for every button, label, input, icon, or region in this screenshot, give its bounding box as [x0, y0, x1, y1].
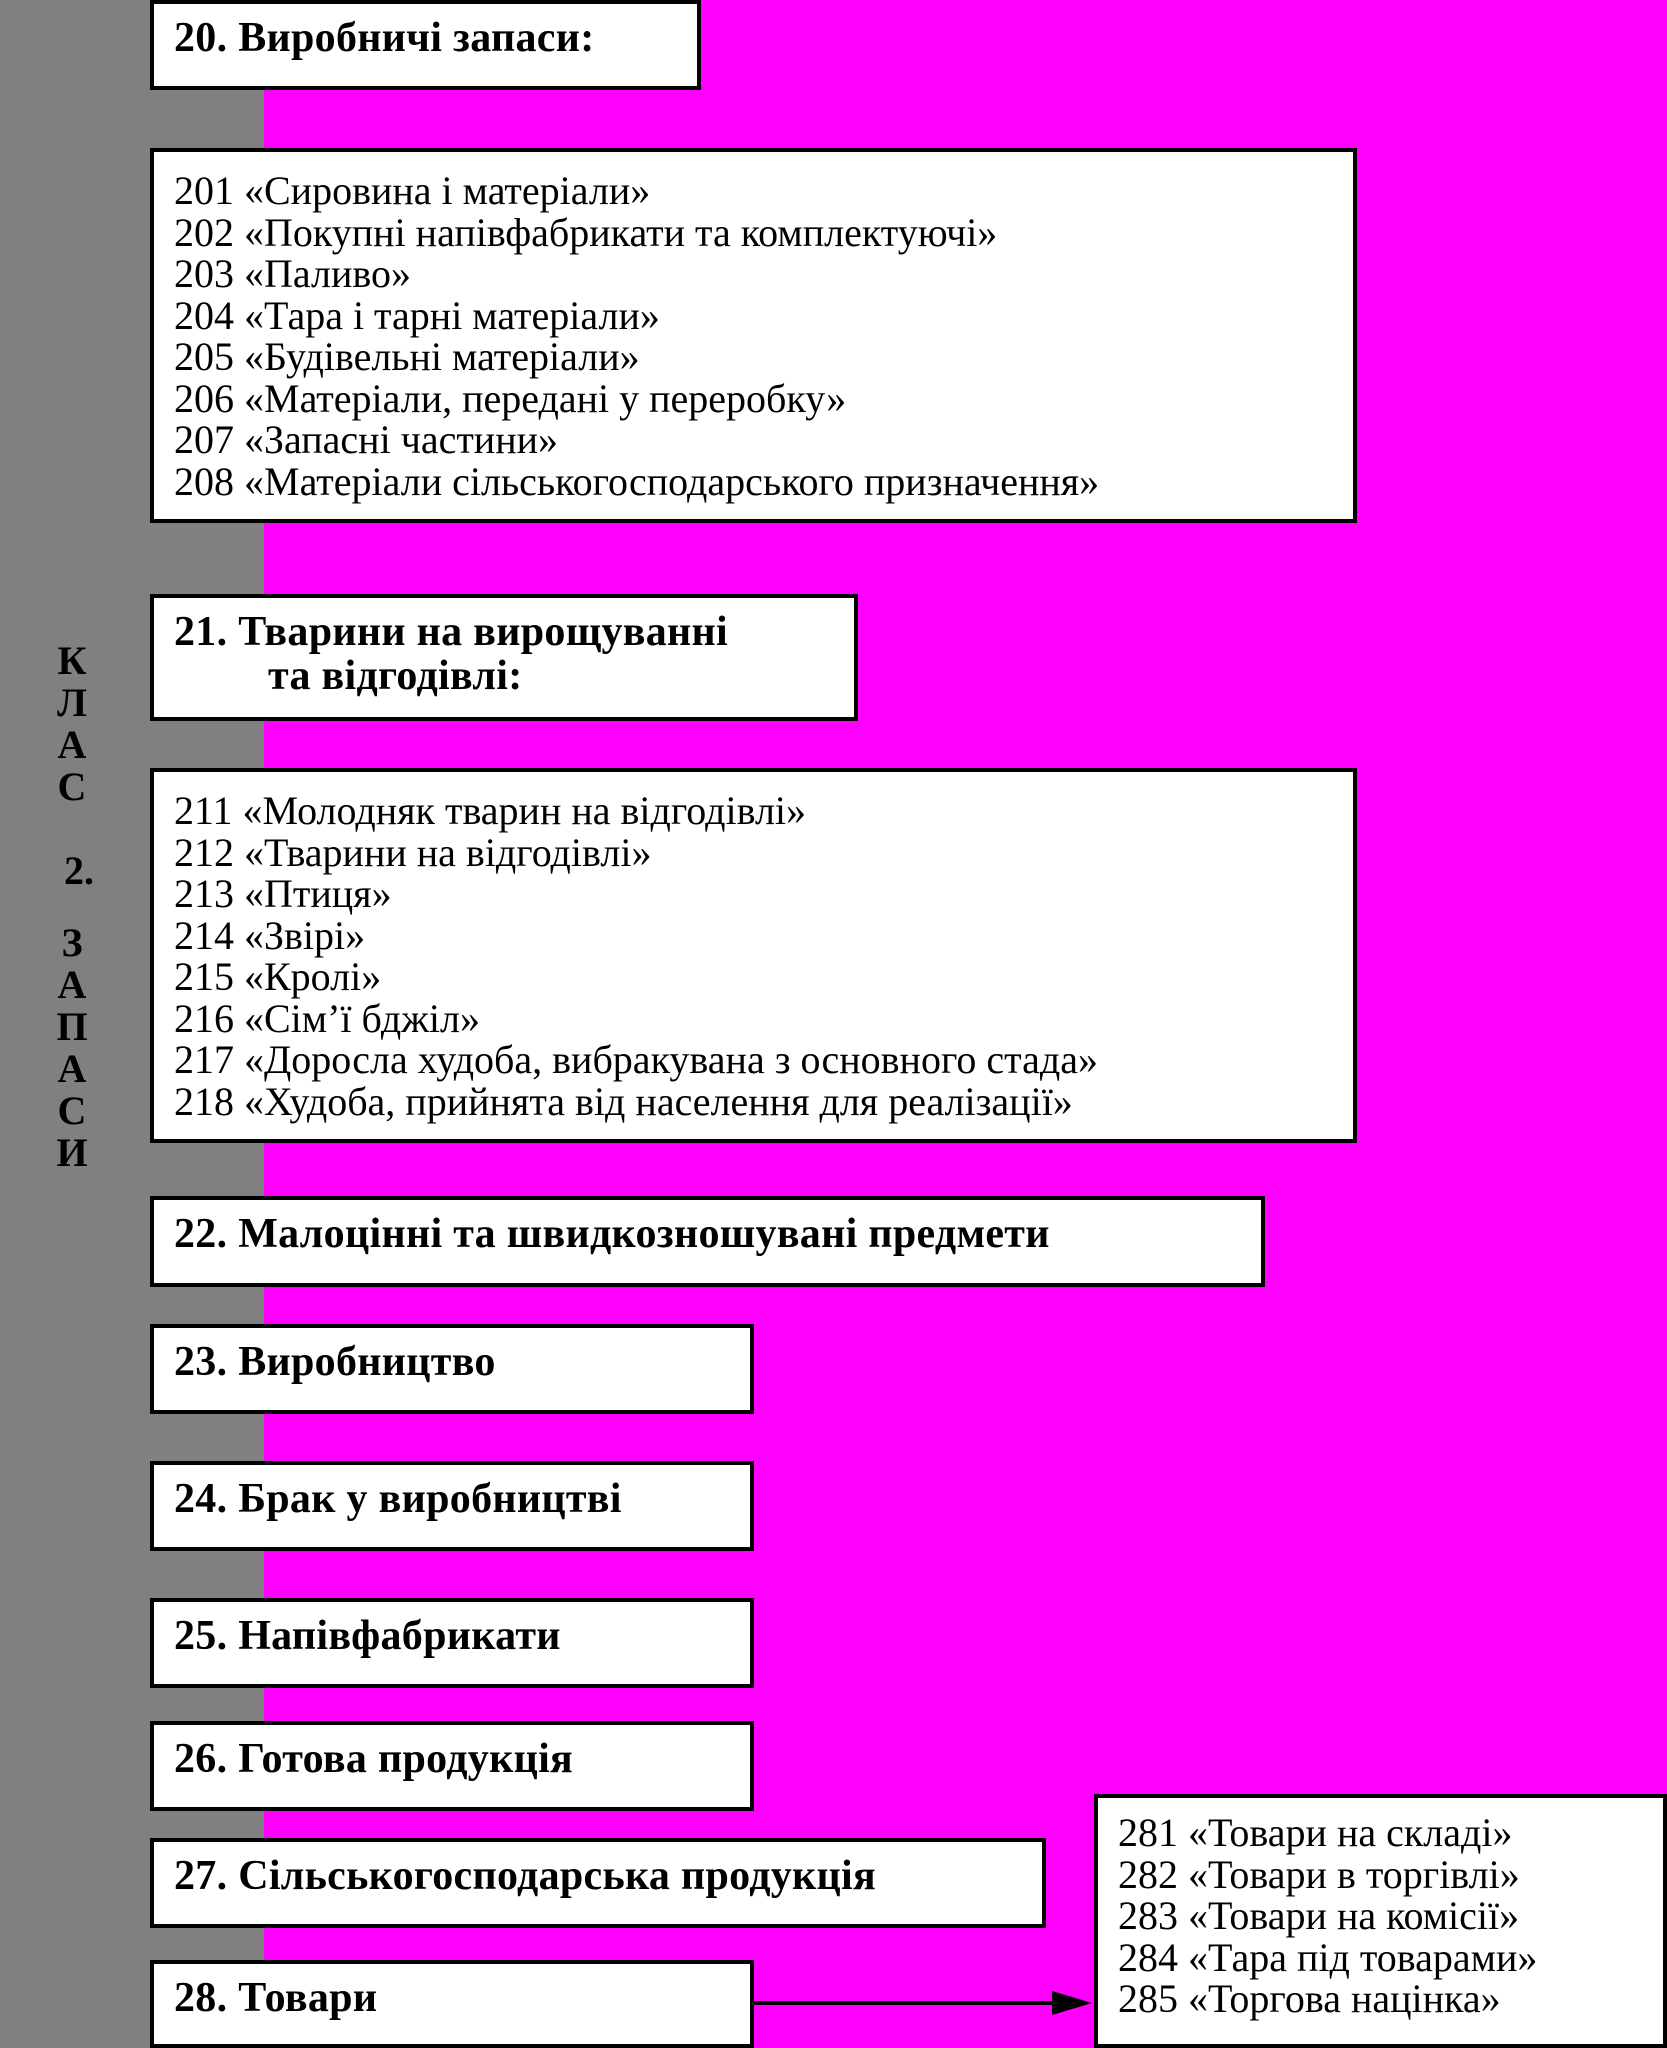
subaccount-item: 215 «Кролі»: [174, 954, 382, 999]
class-label-letter: З: [61, 920, 83, 965]
subaccount-item: 203 «Паливо»: [174, 251, 411, 296]
subaccount-item: 206 «Матеріали, передані у переробку»: [174, 375, 847, 421]
account-27-title: 27. Сільськогосподарська продукція: [174, 1853, 877, 1899]
class-label-gap: [44, 892, 100, 922]
subaccount-item: 214 «Звірі»: [174, 912, 366, 958]
account-21-subaccounts: [150, 768, 1357, 1143]
account-24-title: 24. Брак у виробництві: [174, 1476, 622, 1522]
subaccount-item: 284 «Тара під товарами»: [1118, 1934, 1538, 1980]
subaccount-item: 283 «Товари на комісії»: [1118, 1893, 1520, 1938]
subaccount-item: 217 «Доросла худоба, вибракувана з основного стада»: [174, 1037, 1098, 1082]
account-20-title: 20. Виробничі запаси:: [174, 15, 595, 61]
class-label-letter: С: [57, 764, 87, 809]
subaccount-item: 282 «Товари в торгівлі»: [1118, 1851, 1520, 1897]
class-label-letter: А: [57, 1046, 87, 1091]
subaccount-item: 207 «Запасні частини»: [174, 417, 559, 462]
account-25-title: 25. Напівфабрикати: [174, 1613, 561, 1659]
class-label-letter: А: [57, 722, 87, 767]
arrow-connector: [752, 1988, 1092, 2018]
account-22-header: [150, 1196, 1265, 1287]
account-27-header: [150, 1838, 1046, 1928]
subaccount-item: 205 «Будівельні матеріали»: [174, 334, 640, 379]
class-label-letter: К: [57, 638, 87, 683]
account-28-subaccounts: [1094, 1794, 1667, 2048]
account-21-title-line1: 21. Тварини на вирощуванні: [174, 609, 729, 655]
subaccount-item: 211 «Молодняк тварин на відгодівлі»: [174, 788, 807, 833]
account-24-header: [150, 1461, 754, 1551]
class-label-gap: [44, 808, 100, 850]
arrow-head: [1052, 1991, 1092, 2015]
account-22-title: 22. Малоцінні та швидкозношувані предмети: [174, 1211, 1050, 1257]
class-label: [44, 640, 100, 1174]
account-26-header: [150, 1721, 754, 1811]
subaccount-item: 281 «Товари на складі»: [1118, 1810, 1513, 1855]
class-label-number: 2.: [64, 848, 94, 893]
subaccount-item: 285 «Торгова націнка»: [1118, 1976, 1501, 2021]
class-label-letter: Л: [57, 680, 87, 725]
class-label-letter: А: [57, 962, 87, 1007]
subaccount-item: 208 «Матеріали сільськогосподарського призначення»: [174, 458, 1100, 504]
subaccount-item: 204 «Тара і тарні матеріали»: [174, 292, 660, 338]
account-20-header: [150, 0, 701, 90]
class-label-letter: С: [57, 1088, 87, 1133]
subaccount-item: 202 «Покупні напівфабрикати та комплектуючі»: [174, 209, 998, 255]
account-20-subaccounts: [150, 148, 1357, 523]
subaccount-item: 218 «Худоба, прийнята від населення для реалізації»: [174, 1078, 1073, 1124]
class-label-letter: И: [56, 1130, 88, 1175]
account-21-title-line2: та відгодівлі:: [268, 653, 523, 699]
class-label-letter: П: [56, 1004, 88, 1049]
account-23-title: 23. Виробництво: [174, 1339, 496, 1385]
account-21-header: [150, 594, 858, 721]
subaccount-item: 216 «Сім’ї бджіл»: [174, 995, 480, 1041]
account-28-title: 28. Товари: [174, 1975, 378, 2021]
subaccount-item: 213 «Птиця»: [174, 871, 392, 916]
account-26-title: 26. Готова продукція: [174, 1736, 574, 1782]
account-23-header: [150, 1324, 754, 1414]
subaccount-item: 201 «Сировина і матеріали»: [174, 168, 651, 213]
account-28-header: [150, 1960, 754, 2048]
subaccount-item: 212 «Тварини на відгодівлі»: [174, 829, 652, 875]
account-25-header: [150, 1598, 754, 1688]
